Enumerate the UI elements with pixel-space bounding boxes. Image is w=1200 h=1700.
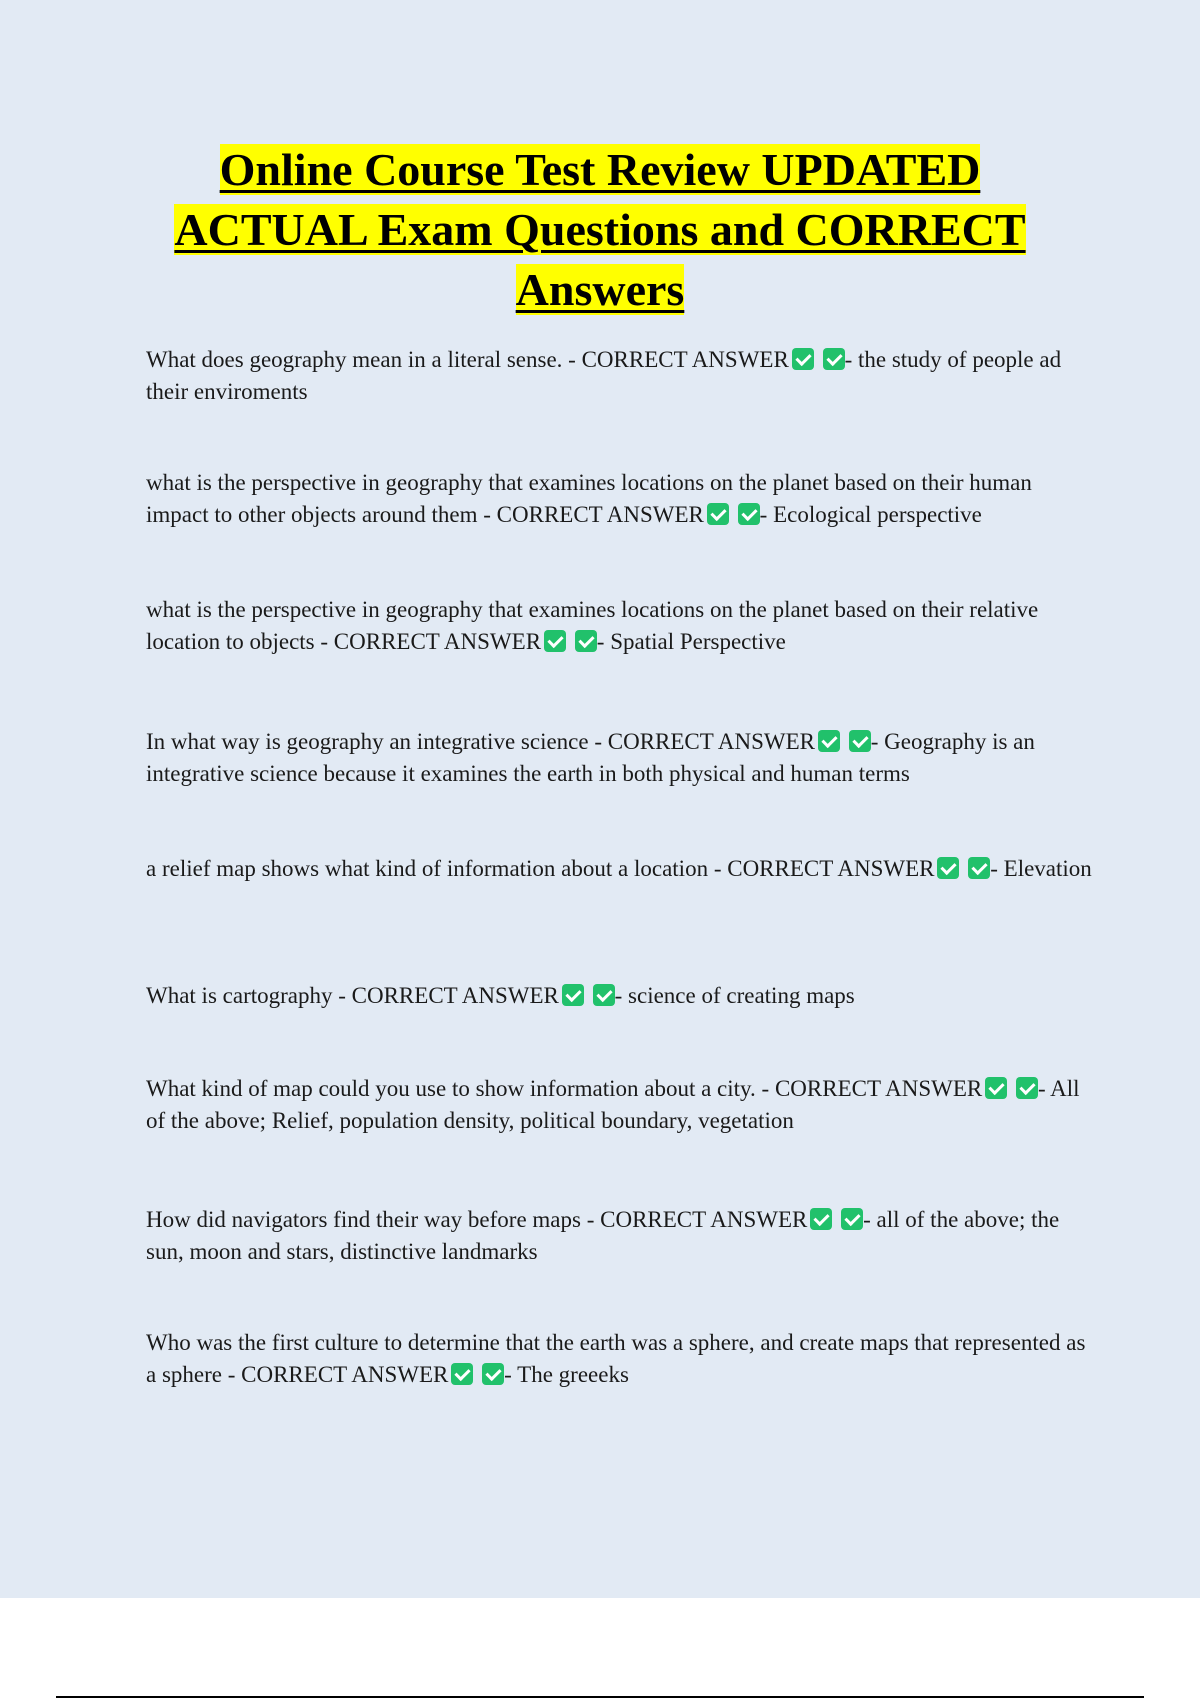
check-icon: [575, 630, 597, 652]
qa-item: [146, 1204, 1096, 1268]
check-icon: [937, 857, 959, 879]
check-icon: [707, 503, 729, 525]
title-line-3: Answers: [515, 264, 685, 315]
question-text: Who was the first culture to determine that the earth was a sphere, and create maps that represented as a sphere - CORRECT ANSWER: [146, 1330, 1086, 1387]
check-icon: [818, 730, 840, 752]
answer-text: - All of the above; Relief, population density, political boundary, vegetation: [146, 1076, 1080, 1133]
question-text: What kind of map could you use to show information about a city. - CORRECT ANSWER: [146, 1076, 983, 1101]
check-icon: [985, 1077, 1007, 1099]
answer-text: - science of creating maps: [614, 983, 855, 1008]
check-icon: [544, 630, 566, 652]
qa-item: [146, 467, 1096, 531]
question-text: How did navigators find their way before maps - CORRECT ANSWER: [146, 1207, 808, 1232]
qa-item: [146, 1327, 1096, 1391]
check-icon: [451, 1363, 473, 1385]
answer-text: - The greeeks: [504, 1362, 629, 1387]
check-icon: [849, 730, 871, 752]
qa-item: [146, 594, 1096, 658]
title-line-1: Online Course Test Review UPDATED: [219, 144, 981, 195]
check-icon: [810, 1208, 832, 1230]
qa-item: [146, 726, 1096, 790]
question-text: What is cartography - CORRECT ANSWER: [146, 983, 559, 1008]
answer-text: - all of the above; the sun, moon and stars, distinctive landmarks: [146, 1207, 1060, 1264]
question-text: what is the perspective in geography that examines locations on the planet based on their relative location to objects - CORRECT ANSWER: [146, 597, 1039, 654]
answer-text: - the study of people ad their enviroments: [146, 347, 1062, 404]
answer-text: - Elevation: [990, 856, 1092, 881]
qa-item: [146, 853, 1096, 885]
question-text: In what way is geography an integrative science - CORRECT ANSWER: [146, 729, 815, 754]
qa-item: [146, 344, 1096, 408]
question-text: a relief map shows what kind of information about a location - CORRECT ANSWER: [146, 856, 935, 881]
document-title: [100, 140, 1100, 320]
check-icon: [823, 348, 845, 370]
question-text: what is the perspective in geography that examines locations on the planet based on their human impact to other objects around them - CORRECT ANSWER: [146, 470, 1032, 527]
answer-text: - Ecological perspective: [759, 502, 982, 527]
check-icon: [792, 348, 814, 370]
answer-text: - Spatial Perspective: [596, 629, 786, 654]
check-icon: [841, 1208, 863, 1230]
answer-text: - Geography is an integrative science because it examines the earth in both physical and human terms: [146, 729, 1035, 786]
check-icon: [968, 857, 990, 879]
check-icon: [738, 503, 760, 525]
title-line-2: ACTUAL Exam Questions and CORRECT: [174, 204, 1026, 255]
qa-item: [146, 980, 1096, 1012]
check-icon: [593, 984, 615, 1006]
check-icon: [1016, 1077, 1038, 1099]
check-icon: [562, 984, 584, 1006]
question-text: What does geography mean in a literal sense. - CORRECT ANSWER: [146, 347, 789, 372]
footer-divider: [56, 1696, 1144, 1698]
check-icon: [482, 1363, 504, 1385]
qa-item: [146, 1073, 1096, 1137]
